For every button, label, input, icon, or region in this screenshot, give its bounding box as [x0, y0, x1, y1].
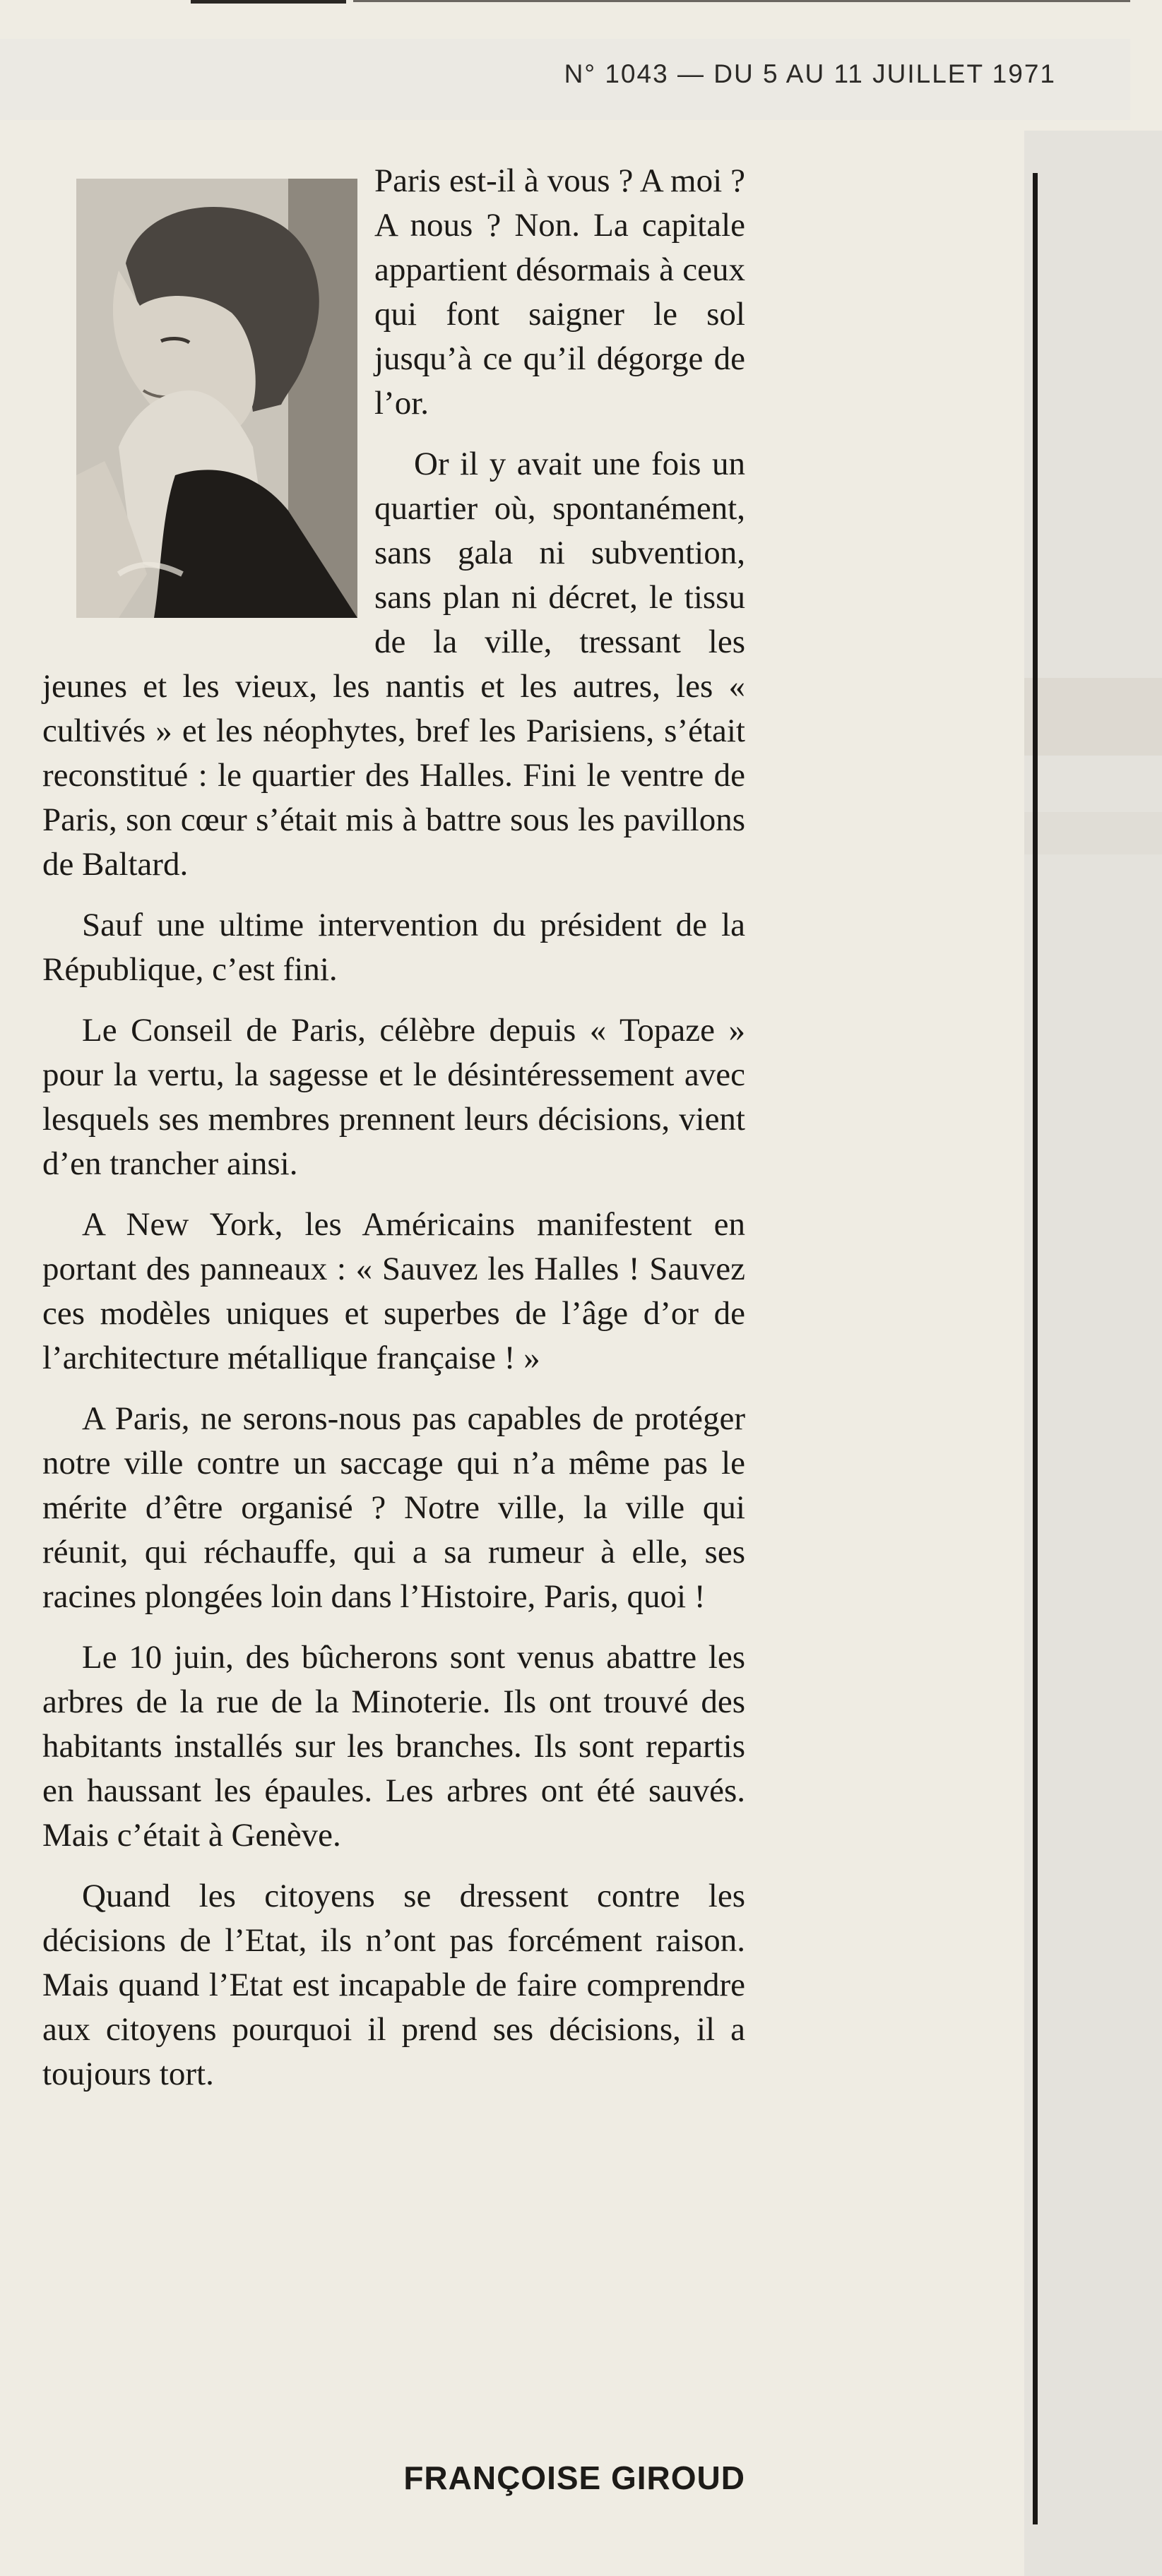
column-rule: [1033, 173, 1038, 2524]
top-rule-thin: [353, 0, 1130, 2]
article-paragraph: A Paris, ne serons-nous pas capables de protéger notre ville contre un saccage qui n’a même pas le mérite d’être organisé ? Notre ville, la ville qui réunit, qui réchauffe, qui a sa rumeur à elle, ses racines plongées loin dans l’Histoire, Paris, quoi !: [42, 1400, 745, 1615]
article-paragraph: A New York, les Américains manifestent en portant des panneaux : « Sauvez les Halles ! Sauvez ces modèles uniques et superbes de l’âge d’or de l’architecture métallique française ! »: [42, 1206, 745, 1376]
article-paragraph: Le Conseil de Paris, célèbre depuis « Topaze » pour la vertu, la sagesse et le désintéressement avec lesquels ses membres prennent leurs décisions, vient d’en trancher ainsi.: [42, 1012, 745, 1182]
article-paragraph: Le 10 juin, des bûcherons sont venus abattre les arbres de la rue de la Minoterie. Ils ont trouvé des habitants installés sur les branches. Ils sont repartis en haussant les épaules. Les arbres ont été sauvés. Mais c’était à Genève.: [42, 1639, 745, 1854]
author-signature: FRANÇOISE GIROUD: [403, 2459, 745, 2496]
article-paragraph: Paris est-il à vous ? A moi ? A nous ? Non. La capitale appartient désormais à ceux qui font saigner le sol jusqu’à ce qu’il dégorge de l’or.: [374, 162, 745, 422]
adjacent-page-shade: [1024, 678, 1162, 756]
article-paragraph: Or il y avait une fois un quartier où, spontanément, sans gala ni subvention, sans plan ni décret, le tissu de la ville, tressant les jeunes et les vieux, les nantis et les autres, les « cultivés » et les néophytes, bref les Parisiens, s’était reconstitué : le quartier des Halles. Fini le ventre de Paris, son cœur s’était mis à battre sous les pavillons de Baltard.: [42, 446, 745, 883]
adjacent-page-strip: [1024, 131, 1162, 2576]
article-paragraph: Sauf une ultime intervention du président de la République, c’est fini.: [42, 907, 745, 988]
article-paragraph: Quand les citoyens se dressent contre les décisions de l’Etat, ils n’ont pas forcément raison. Mais quand l’Etat est incapable de faire comprendre aux citoyens pourquoi il prend ses décisions, il a toujours tort.: [42, 1878, 745, 2092]
top-rule: [191, 0, 346, 4]
article-body: [42, 159, 745, 2113]
portrait-spacer: [42, 159, 374, 621]
adjacent-page-shade: [1024, 812, 1162, 854]
issue-line: N° 1043 — DU 5 AU 11 JUILLET 1971: [564, 59, 1056, 88]
